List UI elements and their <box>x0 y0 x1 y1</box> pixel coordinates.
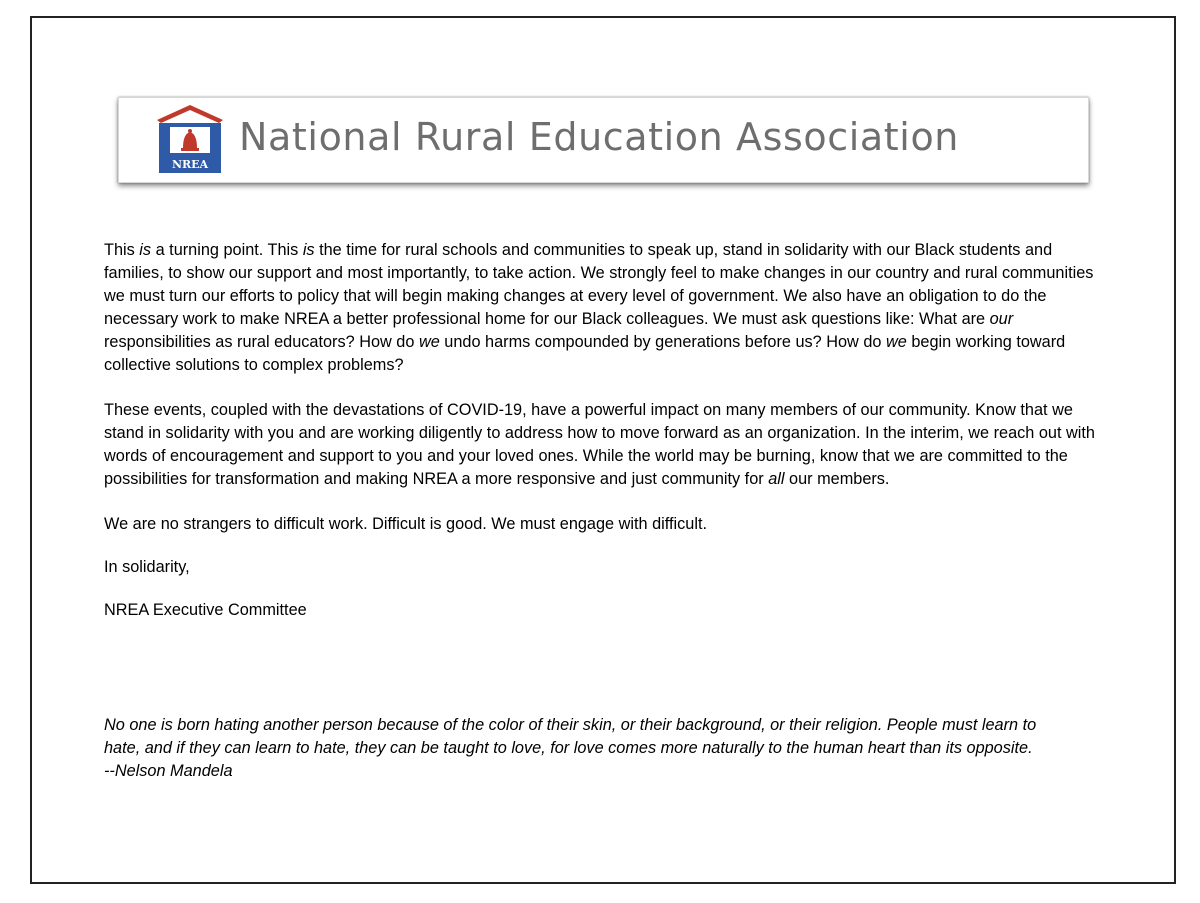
quote-line-1: No one is born hating another person because of the color of their skin, or their background, or their religion. People must learn to <box>104 716 1037 734</box>
quote-line-2: hate, and if they can learn to hate, they can be taught to love, for love comes more naturally to the human heart than its opposite. <box>104 739 1033 757</box>
header-banner <box>118 97 1089 183</box>
letter-signature: NREA Executive Committee <box>104 601 307 619</box>
logo-roof <box>157 105 223 123</box>
letter-paragraph-3: We are no strangers to difficult work. Difficult is good. We must engage with difficult. <box>104 515 707 533</box>
mandela-quote <box>104 714 1104 783</box>
letter-paragraph-2: These events, coupled with the devastations of COVID-19, have a powerful impact on many members of our community. Know that we stand in solidarity with you and are working diligently to address how to move forward as an organization. In the interim, we reach out with words of encouragement and support to you and your loved ones. While the world may be burning, know that we are committed to the possibilities for transformation and making NREA a more responsive and just community for all our members. <box>104 401 1095 488</box>
quote-attribution: --Nelson Mandela <box>104 762 233 780</box>
letter-body <box>104 239 1104 644</box>
letter-closing: In solidarity, <box>104 558 190 576</box>
logo-text: NREA <box>171 158 209 171</box>
organization-title: National Rural Education Association <box>239 115 959 159</box>
letter-paragraph-1: This is a turning point. This is the time for rural schools and communities to speak up, stand in solidarity with our Black students and families, to show our support and most importantly, to take action. We strongly feel to make changes in our country and rural communities we must turn our efforts to policy that will begin making changes at every level of government. We also have an obligation to do the necessary work to make NREA a better professional home for our Black colleagues. We must ask questions like: What are our responsibilities as rural educators? How do we undo harms compounded by generations before us? How do we begin working toward collective solutions to complex problems? <box>104 241 1094 374</box>
nrea-schoolhouse-logo-icon <box>153 104 227 174</box>
